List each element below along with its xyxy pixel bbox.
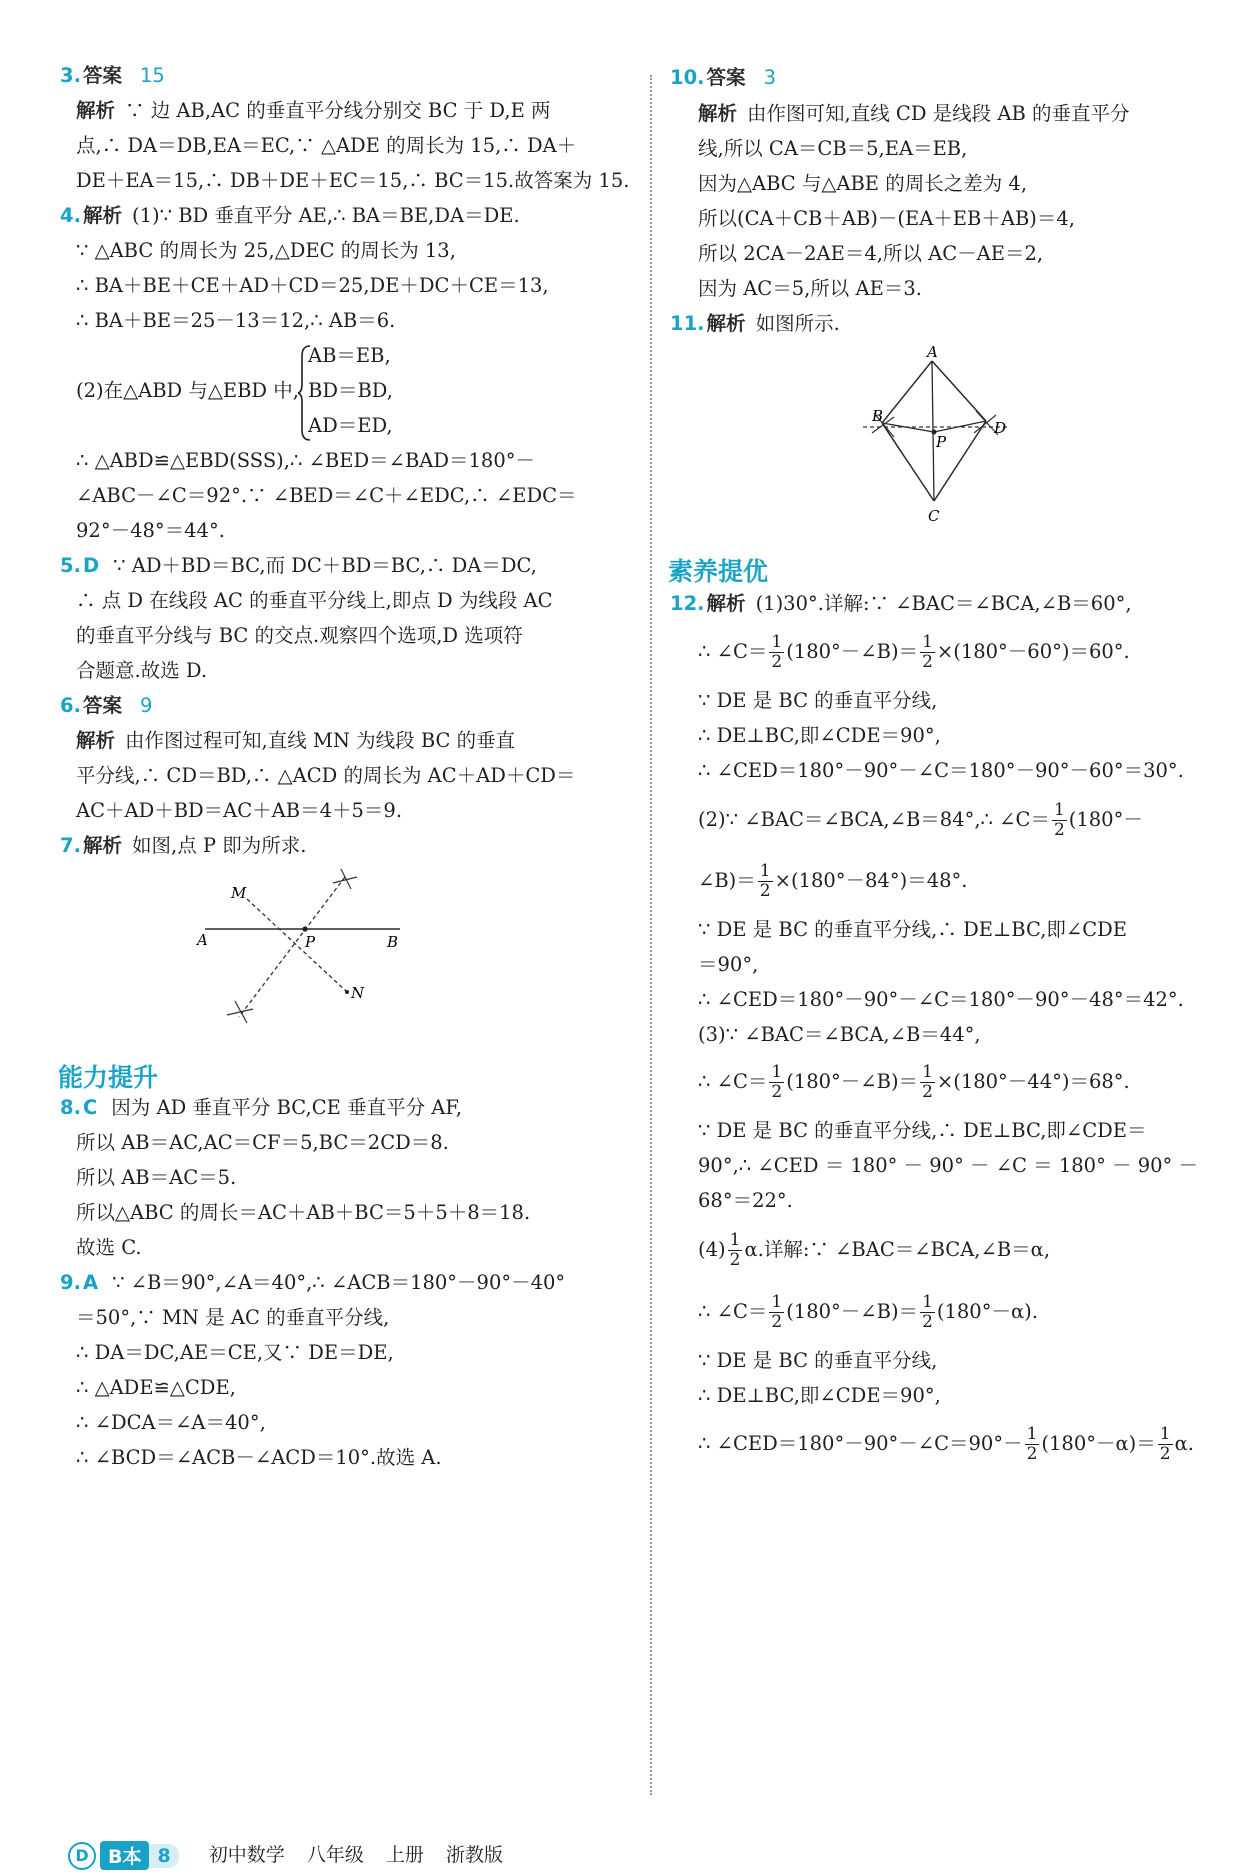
point-p bbox=[302, 926, 307, 931]
q12-line6: (2)∵ ∠BAC＝∠BCA,∠B＝84°,∴ ∠C＝ $\frac{1}{2}$ (180°－ bbox=[698, 800, 1143, 840]
label-m: M bbox=[231, 884, 247, 902]
fraction-half: $\frac{1}{2}$ bbox=[1159, 1424, 1171, 1464]
q12-line2: ∴ ∠C＝ $\frac{1}{2}$ (180°－∠B)＝ $\frac{1}{2}$ ×(180°－60°)＝60°. bbox=[698, 632, 1130, 672]
q4-line1: 4. 解析 (1)∵ BD 垂直平分 AE,∴ BA＝BE,DA＝DE. bbox=[60, 204, 520, 227]
q4-line6: ∴ △ABD≌△EBD(SSS),∴ ∠BED＝∠BAD＝180°－ bbox=[76, 449, 535, 472]
q10-line2: 线,所以 CA＝CB＝5,EA＝EB, bbox=[698, 137, 968, 160]
q9-line3: ∴ DA＝DC,AE＝CE,又∵ DE＝DE, bbox=[76, 1341, 394, 1364]
q12-line8: ∵ DE 是 BC 的垂直平分线,∴ DE⊥BC,即∠CDE bbox=[698, 918, 1128, 941]
q12-line12: ∴ ∠C＝ $\frac{1}{2}$ (180°－∠B)＝ $\frac{1}{2}$ ×(180°－44°)＝68°. bbox=[698, 1062, 1130, 1102]
q4-line7: ∠ABC－∠C＝92°.∵ ∠BED＝∠C＋∠EDC,∴ ∠EDC＝ bbox=[76, 484, 577, 507]
fraction-half: $\frac{1}{2}$ bbox=[922, 632, 933, 672]
fraction-half: $\frac{1}{2}$ bbox=[759, 861, 771, 901]
q8-line4: 所以△ABC 的周长＝AC＋AB＋BC＝5＋5＋8＝18. bbox=[76, 1201, 531, 1224]
q9-line4: ∴ △ADE≌△CDE, bbox=[76, 1376, 236, 1399]
q8-line3: 所以 AB＝AC＝5. bbox=[76, 1166, 237, 1189]
q7-line1: 7. 解析 如图,点 P 即为所求. bbox=[60, 834, 307, 857]
q3-line3: DE＋EA＝15,∴ DB＋DE＋EC＝15,∴ BC＝15.故答案为 15. bbox=[76, 169, 630, 192]
page-number: 8 bbox=[149, 1844, 178, 1868]
fraction-half: $\frac{1}{2}$ bbox=[1026, 1424, 1038, 1464]
q4-line8: 92°－48°＝44°. bbox=[76, 519, 225, 542]
footer-book-badge: B本 bbox=[100, 1841, 149, 1870]
q10-header: 10. 答案 3 bbox=[670, 66, 776, 89]
q11-figure bbox=[860, 345, 1060, 525]
q10-line1: 解析 由作图可知,直线 CD 是线段 AB 的垂直平分 bbox=[698, 102, 1130, 125]
footer-edition: 浙教版 bbox=[445, 1844, 503, 1866]
q11-line1: 11. 解析 如图所示. bbox=[670, 312, 840, 335]
arc-mark-bottom-icon bbox=[227, 1001, 253, 1023]
label-d: D bbox=[994, 419, 1007, 437]
segment-ab bbox=[882, 361, 932, 423]
q12-line17: ∴ ∠C＝ $\frac{1}{2}$ (180°－∠B)＝ $\frac{1}{2}$ (180°－α). bbox=[698, 1292, 1038, 1332]
fraction-half: $\frac{1}{2}$ bbox=[729, 1230, 741, 1270]
q8-line1: 8. C 因为 AD 垂直平分 BC,CE 垂直平分 AF, bbox=[60, 1096, 463, 1119]
fraction-half: $\frac{1}{2}$ bbox=[1053, 800, 1065, 840]
q3-header: 3. 答案 15 bbox=[60, 64, 165, 87]
q12-line16: (4) $\frac{1}{2}$ α.详解:∵ ∠BAC＝∠BCA,∠B＝α, bbox=[698, 1230, 1051, 1270]
q5-line3: 的垂直平分线与 BC 的交点.观察四个选项,D 选项符 bbox=[76, 624, 523, 647]
q12-line13: ∵ DE 是 BC 的垂直平分线,∴ DE⊥BC,即∠CDE＝ bbox=[698, 1119, 1147, 1142]
section-title-ability: 能力提升 bbox=[58, 1063, 159, 1092]
q6-header: 6. 答案 9 bbox=[60, 694, 153, 717]
q4-line3: ∴ BA＋BE＋CE＋AD＋CD＝25,DE＋DC＋CE＝13, bbox=[76, 274, 549, 297]
q9-line1: 9. A ∵ ∠B＝90°,∠A＝40°,∴ ∠ACB＝180°－90°－40° bbox=[60, 1271, 566, 1294]
q12-line5: ∴ ∠CED＝180°－90°－∠C＝180°－90°－60°＝30°. bbox=[698, 759, 1184, 782]
label-n: N bbox=[351, 984, 365, 1002]
q3-line2: 点,∴ DA＝DB,EA＝EC,∵ △ADE 的周长为 15,∴ DA＋ bbox=[76, 134, 577, 157]
q4-line4: ∴ BA＋BE＝25－13＝12,∴ AB＝6. bbox=[76, 309, 396, 332]
arc-mark-top-icon bbox=[333, 869, 357, 889]
q5-line1: 5. D ∵ AD＋BD＝BC,而 DC＋BD＝BC,∴ DA＝DC, bbox=[60, 554, 537, 577]
label-a: A bbox=[197, 931, 208, 949]
fraction-half: $\frac{1}{2}$ bbox=[771, 632, 783, 672]
label-b: B bbox=[872, 407, 884, 425]
label-p: P bbox=[305, 933, 316, 951]
q12-line14: 90°,∴ ∠CED ＝ 180° － 90° － ∠C ＝ 180° － 90° － bbox=[698, 1154, 1199, 1177]
fraction-half: $\frac{1}{2}$ bbox=[922, 1292, 933, 1332]
q10-line3: 因为△ABC 与△ABE 的周长之差为 4, bbox=[698, 172, 1028, 195]
q9-line2: ＝50°,∵ MN 是 AC 的垂直平分线, bbox=[76, 1306, 390, 1329]
footer-term: 上册 bbox=[385, 1844, 424, 1866]
q12-line9: ＝90°, bbox=[698, 953, 759, 976]
label-b: B bbox=[387, 933, 399, 951]
q12-line18: ∵ DE 是 BC 的垂直平分线, bbox=[698, 1349, 938, 1372]
q6-line1: 解析 由作图过程可知,直线 MN 为线段 BC 的垂直 bbox=[76, 729, 516, 752]
q4-brace-line1: AB＝EB, bbox=[308, 344, 391, 367]
section-title-literacy: 素养提优 bbox=[668, 557, 769, 586]
q12-line3: ∵ DE 是 BC 的垂直平分线, bbox=[698, 689, 938, 712]
q12-line10: ∴ ∠CED＝180°－90°－∠C＝180°－90°－48°＝42°. bbox=[698, 988, 1184, 1011]
q8-line5: 故选 C. bbox=[76, 1236, 142, 1259]
q6-line2: 平分线,∴ CD＝BD,∴ △ACD 的周长为 AC＋AD＋CD＝ bbox=[76, 764, 576, 787]
q7-figure bbox=[195, 865, 415, 1040]
fraction-half: $\frac{1}{2}$ bbox=[922, 1062, 933, 1102]
footer-subject: 初中数学 bbox=[208, 1844, 285, 1866]
footer-grade: 八年级 bbox=[306, 1844, 364, 1866]
q9-line6: ∴ ∠BCD＝∠ACB－∠ACD＝10°.故选 A. bbox=[76, 1446, 442, 1469]
q4-brace-line3: AD＝ED, bbox=[308, 414, 393, 437]
q6-line3: AC＋AD＋BD＝AC＋AB＝4＋5＝9. bbox=[76, 799, 403, 822]
q4-line5: (2)在△ABD 与△EBD 中, bbox=[76, 379, 299, 402]
q4-brace-line2: BD＝BD, bbox=[308, 379, 393, 402]
line-mn bbox=[247, 899, 347, 992]
q9-line5: ∴ ∠DCA＝∠A＝40°, bbox=[76, 1411, 266, 1434]
fraction-half: $\frac{1}{2}$ bbox=[771, 1062, 783, 1102]
perpendicular-bisector bbox=[239, 877, 345, 1017]
fraction-half: $\frac{1}{2}$ bbox=[771, 1292, 783, 1332]
column-divider bbox=[650, 75, 652, 1795]
q10-line4: 所以(CA＋CB＋AB)－(EA＋EB＋AB)＝4, bbox=[698, 207, 1075, 230]
q4-line2: ∵ △ABC 的周长为 25,△DEC 的周长为 13, bbox=[76, 239, 456, 262]
q5-line4: 合题意.故选 D. bbox=[76, 659, 208, 682]
q5-line2: ∴ 点 D 在线段 AC 的垂直平分线上,即点 D 为线段 AC bbox=[76, 589, 553, 612]
q12-line11: (3)∵ ∠BAC＝∠BCA,∠B＝44°, bbox=[698, 1023, 981, 1046]
q12-line4: ∴ DE⊥BC,即∠CDE＝90°, bbox=[698, 724, 941, 747]
q10-line6: 因为 AC＝5,所以 AE＝3. bbox=[698, 277, 922, 300]
q12-line20: ∴ ∠CED＝180°－90°－∠C＝90°－ $\frac{1}{2}$ (180°－α)＝ $\frac{1}{2}$ α. bbox=[698, 1424, 1194, 1464]
segment-bc bbox=[882, 423, 934, 501]
label-p: P bbox=[936, 433, 947, 451]
q8-line2: 所以 AB＝AC,AC＝CF＝5,BC＝2CD＝8. bbox=[76, 1131, 449, 1154]
q12-line7: ∠B)＝ $\frac{1}{2}$ ×(180°－84°)＝48°. bbox=[698, 861, 968, 901]
q12-line1: 12. 解析 (1)30°.详解:∵ ∠BAC＝∠BCA,∠B＝60°, bbox=[670, 592, 1132, 615]
label-a: A bbox=[927, 345, 938, 361]
q12-line15: 68°＝22°. bbox=[698, 1189, 793, 1212]
label-c: C bbox=[928, 507, 940, 525]
q12-line19: ∴ DE⊥BC,即∠CDE＝90°, bbox=[698, 1384, 941, 1407]
point-n bbox=[345, 990, 349, 994]
q3-line1: 解析 ∵ 边 AB,AC 的垂直平分线分别交 BC 于 D,E 两 bbox=[76, 99, 551, 122]
footer-d-badge: D bbox=[68, 1842, 96, 1870]
q10-line5: 所以 2CA－2AE＝4,所以 AC－AE＝2, bbox=[698, 242, 1044, 265]
segment-ad bbox=[932, 361, 986, 421]
